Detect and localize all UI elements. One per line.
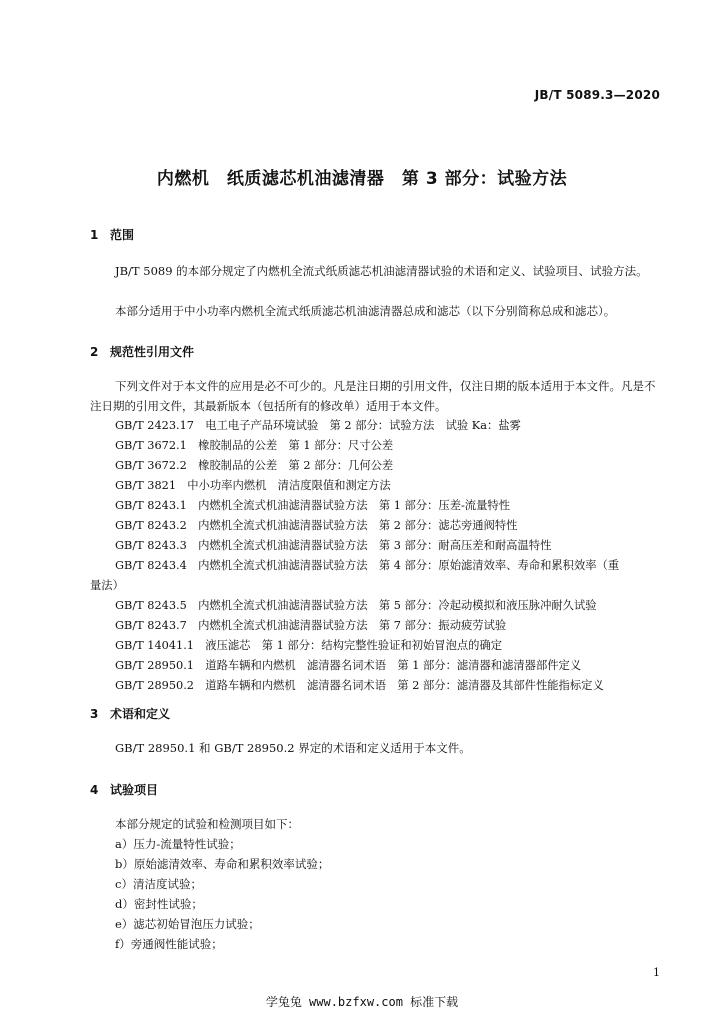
terms-paragraph: GB/T 28950.1 和 GB/T 28950.2 界定的术语和定义适用于本文件。 bbox=[115, 741, 471, 755]
list-item: a）压力-流量特性试验； bbox=[115, 837, 241, 851]
list-item: f）旁通阀性能试验； bbox=[115, 937, 223, 951]
test-items-intro: 本部分规定的试验和检测项目如下： bbox=[115, 817, 299, 831]
reference-item: GB/T 3672.1 橡胶制品的公差 第 1 部分：尺寸公差 bbox=[115, 439, 394, 452]
section-4-heading bbox=[90, 781, 158, 798]
section-number: 3 bbox=[90, 707, 99, 721]
section-2-heading bbox=[90, 343, 194, 360]
section-1-heading bbox=[90, 226, 134, 243]
scope-paragraph-1: JB/T 5089 的本部分规定了内燃机全流式纸质滤芯机油滤清器试验的术语和定义、试验项目、试验方法。 bbox=[115, 264, 648, 278]
reference-item: GB/T 14041.1 液压滤芯 第 1 部分：结构完整性验证和初始冒泡点的确定 bbox=[115, 639, 503, 652]
section-title: 范围 bbox=[110, 228, 135, 242]
reference-item: GB/T 3672.2 橡胶制品的公差 第 2 部分：几何公差 bbox=[115, 459, 394, 472]
reference-item: GB/T 8243.1 内燃机全流式机油滤清器试验方法 第 1 部分：压差-流量特性 bbox=[115, 499, 510, 512]
list-item: b）原始滤清效率、寿命和累积效率试验； bbox=[115, 857, 330, 871]
reference-item: GB/T 28950.2 道路车辆和内燃机 滤清器名词术语 第 2 部分：滤清器及其部件性能指标定义 bbox=[115, 679, 604, 692]
page-number: 1 bbox=[653, 966, 660, 979]
section-number: 4 bbox=[90, 783, 99, 797]
section-3-heading bbox=[90, 705, 170, 722]
reference-item-continuation: 量法） bbox=[90, 579, 124, 592]
reference-item: GB/T 2423.17 电工电子产品环境试验 第 2 部分：试验方法 试验 Ka：盐雾 bbox=[115, 419, 521, 432]
reference-item: GB/T 3821 中小功率内燃机 清洁度限值和测定方法 bbox=[115, 479, 391, 492]
document-title: 内燃机 纸质滤芯机油滤清器 第 3 部分：试验方法 bbox=[156, 169, 568, 189]
reference-item: GB/T 28950.1 道路车辆和内燃机 滤清器名词术语 第 1 部分：滤清器和滤清器部件定义 bbox=[115, 659, 582, 672]
section-title: 试验项目 bbox=[110, 783, 159, 797]
reference-item: GB/T 8243.5 内燃机全流式机油滤清器试验方法 第 5 部分：冷起动模拟和液压脉冲耐久试验 bbox=[115, 599, 597, 612]
list-item: c）清洁度试验； bbox=[115, 877, 202, 891]
footer-watermark-text: 学兔兔 www.bzfxw.com 标准下载 bbox=[265, 995, 459, 1009]
section-title: 术语和定义 bbox=[110, 707, 171, 721]
section-number: 2 bbox=[90, 345, 99, 359]
section-title: 规范性引用文件 bbox=[110, 345, 195, 359]
list-item: e）滤芯初始冒泡压力试验； bbox=[115, 917, 260, 931]
reference-item: GB/T 8243.7 内燃机全流式机油滤清器试验方法 第 7 部分：振动疲劳试验 bbox=[115, 619, 507, 632]
list-item: d）密封性试验； bbox=[115, 897, 203, 911]
section-number: 1 bbox=[90, 228, 99, 242]
reference-item: GB/T 8243.2 内燃机全流式机油滤清器试验方法 第 2 部分：滤芯旁通阀特性 bbox=[115, 519, 518, 532]
standard-code: JB/T 5089.3—2020 bbox=[534, 88, 660, 102]
references-intro-paragraph: 下列文件对于本文件的应用是必不可少的。凡是注日期的引用文件，仅注日期的版本适用于本文件。凡是不注日期的引用文件，其最新版本（包括所有的修改单）适用于本文件。 bbox=[90, 379, 656, 413]
reference-item: GB/T 8243.4 内燃机全流式机油滤清器试验方法 第 4 部分：原始滤清效率、寿命和累积效率（重 bbox=[115, 559, 620, 572]
scope-paragraph-2: 本部分适用于中小功率内燃机全流式纸质滤芯机油滤清器总成和滤芯（以下分别简称总成和滤芯）。 bbox=[115, 304, 616, 318]
reference-item: GB/T 8243.3 内燃机全流式机油滤清器试验方法 第 3 部分：耐高压差和耐高温特性 bbox=[115, 539, 552, 552]
